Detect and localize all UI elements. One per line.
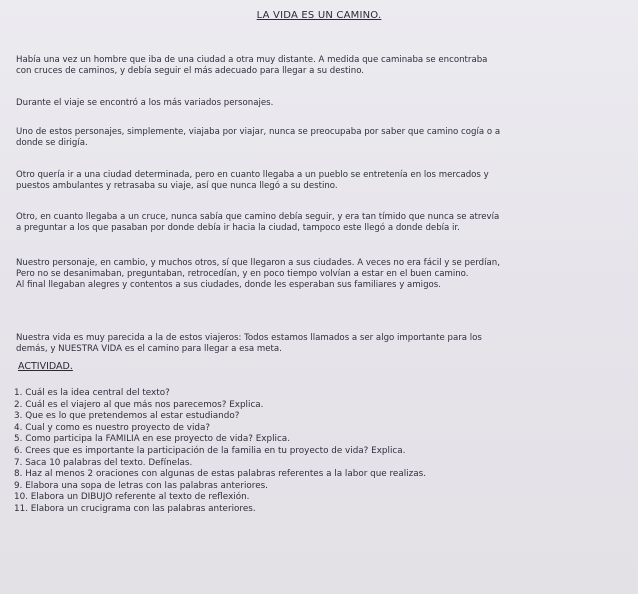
activity-item: 7. Saca 10 palabras del texto. Defínelas. <box>14 457 193 468</box>
paragraph-4 <box>16 170 616 192</box>
activity-item: 6. Crees que es importante la participación de la familia en tu proyecto de vida? Explica. <box>14 445 406 456</box>
activity-list <box>14 388 426 516</box>
paragraph-line: Nuestro personaje, en cambio, y muchos otros, sí que llegaron a sus ciudades. A veces no era fácil y se perdían, <box>16 258 500 268</box>
paragraph-1 <box>16 55 616 77</box>
paragraph-2 <box>16 98 616 109</box>
paragraph-line: Uno de estos personajes, simplemente, viajaba por viajar, nunca se preocupaba por saber que camino cogía o a <box>16 127 501 137</box>
paragraph-5 <box>16 212 616 234</box>
activity-item: 10. Elabora un DIBUJO referente al texto de reflexión. <box>14 492 250 503</box>
paragraph-line: Pero no se desanimaban, preguntaban, retrocedían, y en poco tiempo volvían a estar en el buen camino. <box>16 269 469 279</box>
activity-item: 8. Haz al menos 2 oraciones con algunas de estas palabras referentes a la labor que realizas. <box>14 469 426 480</box>
paragraph-6 <box>16 258 616 291</box>
paragraph-7 <box>16 333 616 355</box>
paragraph-line: Había una vez un hombre que iba de una ciudad a otra muy distante. A medida que caminaba se encontraba <box>16 55 488 65</box>
paragraph-3 <box>16 127 616 149</box>
paragraph-line: con cruces de caminos, y debía seguir el más adecuado para llegar a su destino. <box>16 66 365 76</box>
activity-item: 9. Elabora una sopa de letras con las palabras anteriores. <box>14 480 268 491</box>
paragraph-line: Al final llegaban alegres y contentos a sus ciudades, donde les esperaban sus familiares y amigos. <box>16 280 441 290</box>
paragraph-line: Durante el viaje se encontró a los más variados personajes. <box>16 98 274 108</box>
activity-item: 3. Que es lo que pretendemos al estar estudiando? <box>14 411 240 422</box>
paragraph-line: a preguntar a los que pasaban por donde debía ir hacia la ciudad, tampoco este llegó a donde debía ir. <box>16 223 460 233</box>
paragraph-line: Otro, en cuanto llegaba a un cruce, nunca sabía que camino debía seguir, y era tan tímido que nunca se atrevía <box>16 212 500 222</box>
paragraph-line: demás, y NUESTRA VIDA es el camino para llegar a esa meta. <box>16 344 282 354</box>
paragraph-line: Nuestra vida es muy parecida a la de estos viajeros: Todos estamos llamados a ser algo importante para los <box>16 333 482 343</box>
paragraph-line: donde se dirigía. <box>16 138 88 148</box>
paragraph-line: puestos ambulantes y retrasaba su viaje, así que nunca llegó a su destino. <box>16 181 338 191</box>
activity-item: 11. Elabora un crucigrama con las palabras anteriores. <box>14 503 256 514</box>
activity-item: 1. Cuál es la idea central del texto? <box>14 388 170 398</box>
document-title: LA VIDA ES UN CAMINO. <box>256 10 382 21</box>
activity-item: 4. Cual y como es nuestro proyecto de vida? <box>14 422 211 433</box>
paragraph-line: Otro quería ir a una ciudad determinada, pero en cuanto llegaba a un pueblo se entretenía en los mercados y <box>16 170 489 180</box>
activity-item: 2. Cuál es el viajero al que más nos parecemos? Explica. <box>14 399 264 410</box>
activity-heading: ACTIVIDAD. <box>18 361 73 372</box>
activity-item: 5. Como participa la FAMILIA en ese proyecto de vida? Explica. <box>14 434 290 445</box>
